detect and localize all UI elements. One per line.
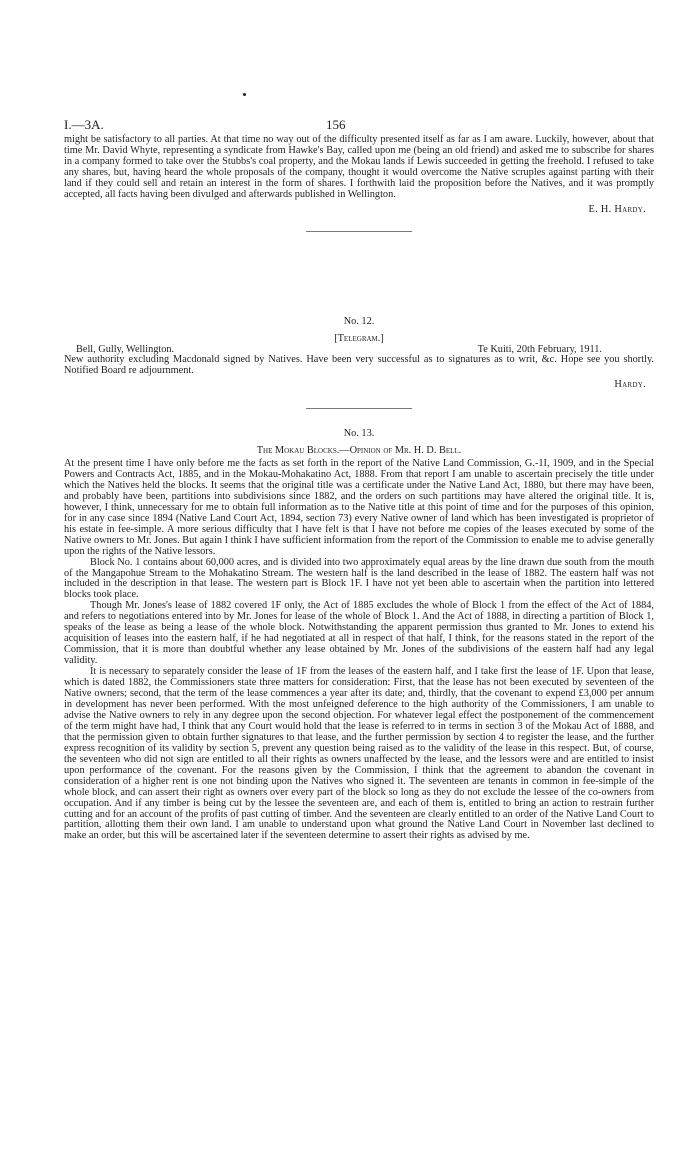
section-divider [306,231,412,232]
paragraph-1: At the present time I have only before me the facts as set forth in the report of the Native Land Commission, G.-1I, 1909, and in the Special Powers and Contracts Act, 1885, and in the Mokau-Mohakatino Act, 1888. From that report I am unable to ascertain precisely the title under which the Natives held the blocks. It seems that the original title was a certificate under the Native Land Act, 1880, but there may have been, and probably have been, partitions into subdivisions since 1882, and the orders on such partitions may have altered the original title. It is, however, I think, unnecessary for me to obtain full information as to the Native title at this point of time and for the purposes of this opinion, for in any case since 1894 (Native Land Court Act, 1894, section 73) every Native owner of land which has been investigated is proprietor of his estate in fee-simple. A more serious difficulty that I have felt is that I have not before me copies of the leases executed by some of the Native owners to Mr. Jones. But again I think I have sufficient information from the report of the Commission to enable me to advise generally upon the rights of the Native lessors. [64,458,654,557]
paper-reference: I.—3A. [64,117,104,132]
document-type: [Telegram.] [334,333,384,344]
page-number: 156 [326,117,346,132]
stray-mark [243,93,246,96]
section-number: No. 12. [343,316,375,327]
paragraph-2: Block No. 1 contains about 60,000 acres, and is divided into two approximately equal areas by the line drawn due south from the mouth of the Mangapohue Stream to the Mohakatino Stream. The western half is the land described in the lease of 1882. The eastern half was not included in the description in that lease. The western part is Block 1F. I have not yet been able to ascertain when the partition into lettered blocks took place. [64,556,654,601]
section-title: The Mokau Blocks.—Opinion of Mr. H. D. Bell. [256,445,462,456]
addressee: Bell, Gully, Wellington. [76,344,175,355]
page-header [64,117,654,133]
section-no-13 [64,428,654,842]
telegram-body: New authority excluding Macdonald signed by Natives. Have been very successful as to signatures as to writ, &c. Hope see you shortly. Notified Board re adjournment. [64,354,654,376]
paragraph-3: Though Mr. Jones's lease of 1882 covered 1F only, the Act of 1885 excludes the whole of Block 1 from the effect of the Act of 1884, and refers to negotiations entered into by Mr. Jones for lease of the whole of Block 1. And the Act of 1888, in directing a partition of Block 1, speaks of the lease as being a lease of the whole block. Notwithstanding the apparent permission thus granted to Mr. Jones to extend his acquisition of leases into the eastern half, if he had negotiated at all in respect of that half, I think, for the reasons stated in the report of the Commission, that it is more than doubtful whether any lease obtained by Mr. Jones of the subdivisions of the eastern half had any legal validity. [64,600,654,667]
continued-paragraph: might be satisfactory to all parties. At that time no way out of the difficulty presented itself as far as I am aware. Luckily, however, about that time Mr. David Whyte, representing a syndicate from Hawke's Bay, called upon me (being an old friend) and asked me to subscribe for shares in a company formed to take over the Stubbs's coal property, and the Mokau lands if Lewis succeeded in getting the freehold. I refused to take any shares, but, having heard the whole proposals of the company, thought it would overcome the Native scruples against parting with their land if they could sell and retain an interest in the form of shares. I forthwith laid the proposition before the Natives, and it was promptly accepted, all facts having been divulged and afterwards published in Wellington. [64,134,654,200]
section-divider [306,408,412,409]
address-row [64,344,654,355]
place-date: Te Kuiti, 20th February, 1911. [477,344,602,355]
signature-hardy-1: E. H. Hardy. [588,203,646,215]
section-number: No. 13. [343,428,375,439]
section-continuation [64,135,654,232]
paragraph-4: It is necessary to separately consider the lease of 1F from the leases of the eastern half, and I take first the lease of 1F. Upon that lease, which is dated 1882, the Commissioners state three matters for consideration: First, that the lease has not been executed by seventeen of the Native owners; second, that the term of the lease commences a year after its date; and, thirdly, that the covenant to expend £3,000 per annum in development has never been performed. With the most unfeigned deference to the high authority of the Commissioners, I am unable to advise the Native owners to rely in any degree upon the second objection. For whatever legal effect the postponement of the commencement of the term might have had, I think that any Court would hold that the lease is referred to in terms in section 3 of the Mokau Act of 1888, and that the permission given to obtain further signatures to that lease, and the further permission by section 4 to register the lease, and the further express recognition of its validity by section 5, prevent any question being raised as to the validity of the lease in this respect. But, of course, the seventeen who did not sign are entitled to all their rights as owners unaffected by the lease, and the lessors were and are entitled to insist upon performance of the covenant. For the reasons given by the Commission, I think that the agreement to abandon the covenant in consideration of a higher rent is one not binding upon the Natives who signed it. The seventeen are tenants in common in fee-simple of the whole block, and can assert their right as owners over every part of the block so long as they do not exclude the lessee of the co-owners from occupation. And if any timber is being cut by the lessee the seventeen are, and each of them is, entitled to bring an action to restrain further cutting and for an account of the profits of past cutting of timber. And the seventeen are clearly entitled to an order of the Native Land Court to partition, allotting them their own land. I am unable to understand upon what ground the Native Land Court in November last declined to make an order, but this will be ascertained later if the seventeen determine to assert their rights as advised by me. [64,666,654,842]
section-no-12 [64,316,654,409]
signature-hardy-2: Hardy. [614,378,646,390]
